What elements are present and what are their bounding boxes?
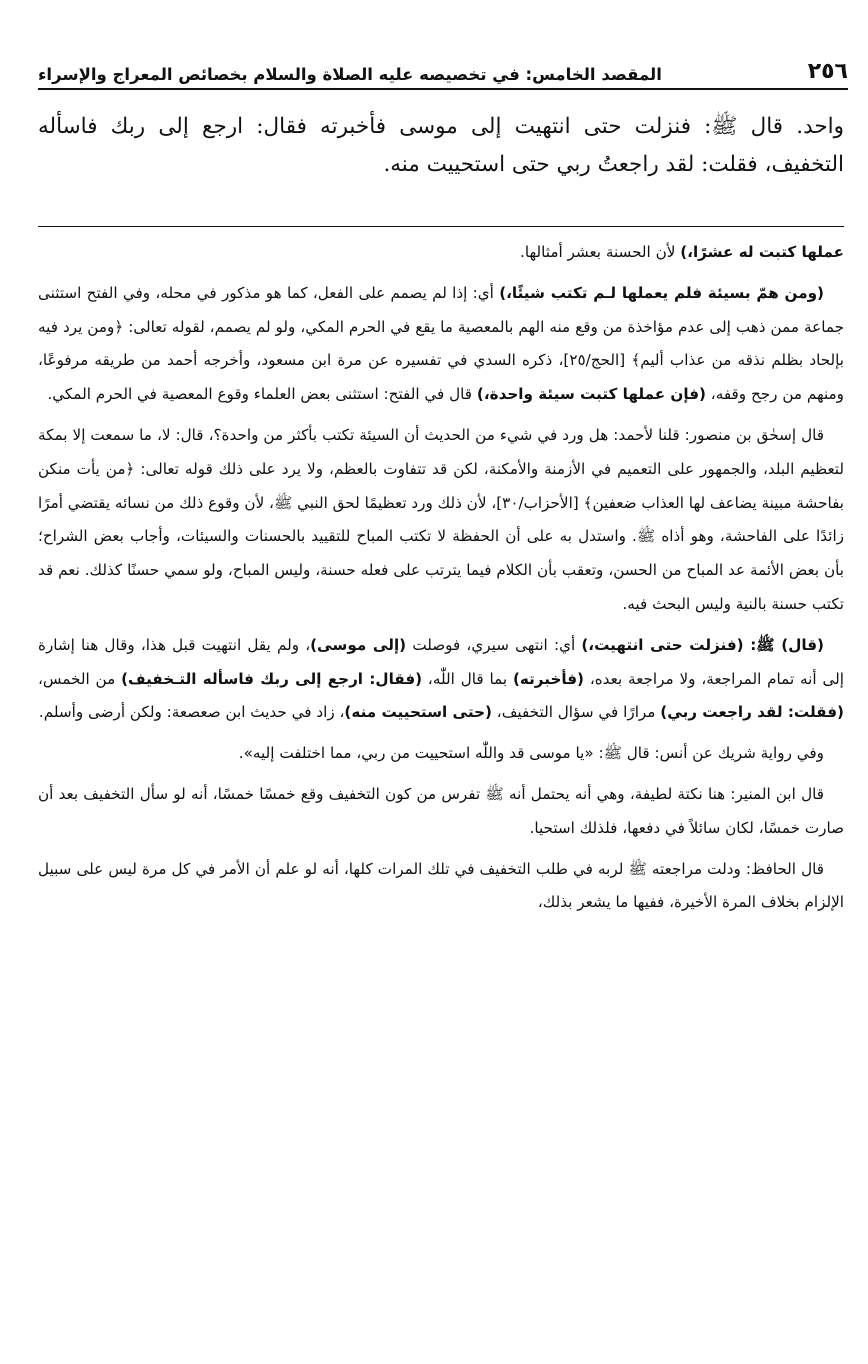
- commentary-paragraph-1: [38, 236, 844, 270]
- commentary-text: قال في الفتح: استثنى بعض العلماء وقوع المعصية في الحرم المكي.: [47, 385, 477, 404]
- quoted-phrase: (إلى موسى): [310, 635, 407, 654]
- commentary-paragraph-4: [38, 629, 844, 730]
- commentary-paragraph-5: [38, 737, 844, 771]
- quoted-phrase: (فأخبرته): [512, 669, 584, 688]
- quoted-phrase: عملها كتبت له عشرًا،): [680, 243, 844, 261]
- commentary-paragraph-7: [38, 853, 844, 921]
- chapter-title: المقصد الخامس: في تخصيصه عليه الصلاة والسلام بخصائص المعراج والإسراء: [38, 65, 662, 84]
- commentary-block: [38, 236, 844, 927]
- quoted-phrase: (قال) ﷺ: (فنزلت حتى انتهيت،): [581, 635, 824, 654]
- commentary-text: مرارًا في سؤال التخفيف،: [491, 703, 661, 722]
- quoted-phrase: (فإن عملها كتبت سيئة واحدة،): [476, 385, 706, 404]
- commentary-text: لأن الحسنة بعشر أمثالها.: [520, 243, 681, 261]
- commentary-text: قال إسحٰق بن منصور: قلنا لأحمد: هل ورد في شيء من الحديث أن السيئة تكتب بأكثر من واحدة؟، قال: لا، ما سمعت إلا بمكة لتعظيم البلد، والجمهور على التعميم في الأزمنة والأمكنة، لكن قد تتفاوت بالعظم، ولا يرد على ذلك قوله تعالى: ﴿من يأت منكن بفاحشة مبينة يضاعف لها العذاب ضعفين﴾ [الأحزاب/٣٠]، لأن ذلك ورد تعظيمًا لحق النبي ﷺ، لأن وقوع ذلك من نسائه يقتضي أمرًا زائدًا على الفاحشة، وهو أذاه ﷺ. واستدل به على أن الحفظة لا تكتب المباح للتقييد بالحسنات والسيئات، وأجاب بعض الشراح؛ بأن بعض الأئمة عد المباح من الحسن، وتعقب بأن الكلام فيما يترتب على فعله حسنة، وليس المباح، ولو سمي حسنًا كذلك. نعم قد تكتب حسنة بالنية وليس البحث فيه.: [38, 425, 845, 613]
- commentary-paragraph-3: [38, 419, 844, 622]
- commentary-text: من الخمس،: [38, 669, 122, 688]
- commentary-text: بما قال اللّٰه،: [422, 669, 513, 688]
- commentary-paragraph-2: [38, 277, 844, 412]
- running-header: [38, 50, 848, 90]
- commentary-text: أي: انتهى سيري، فوصلت: [406, 635, 582, 654]
- quoted-phrase: (حتى استحييت منه): [344, 703, 492, 722]
- commentary-paragraph-6: [38, 778, 844, 846]
- section-divider: [38, 226, 844, 227]
- commentary-text: ، ولم يقل انتهيت قبل هذا، وقال هنا إشارة إلى أنه تمام المراجعة، ولا مراجعة بعده،: [38, 635, 844, 688]
- page-number: ٢٥٦: [807, 59, 848, 84]
- quoted-phrase: (ومن همّ بسيئة فلم يعملها لـم تكتب شيئًا،): [499, 283, 824, 302]
- quoted-phrase: (فقلت: لقد راجعت ربي): [660, 703, 844, 722]
- commentary-text: أي: إذا لم يصمم على الفعل، كما هو مذكور في محله، وفي الفتح استثنى جماعة ممن ذهب إلى عدم مؤاخذة من وقع منه الهم بالمعصية ما يقع في الحرم المكي، ولو لم يصمم، لقوله تعالى: ﴿ومن يرد فيه بإلحاد بظلم نذقه من عذاب أليم﴾ [الحج/٢٥]، ذكره السدي في تفسيره عن مرة ابن مسعود، وأخرجه أحمد من طريقه مرفوعًا، ومنهم من رجح وقفه،: [38, 283, 844, 404]
- commentary-text: وفي رواية شريك عن أنس: قال ﷺ: «يا موسى قد واللّٰه استحييت من ربي، مما اختلفت إليه».: [238, 744, 824, 763]
- hadith-text-block: [38, 108, 844, 184]
- quoted-phrase: (فقال: ارجع إلى ربك فاسأله التـخفيف): [121, 669, 423, 688]
- commentary-text: ، زاد في حديث ابن صعصعة: ولكن أرضى وأسلم.: [38, 703, 345, 722]
- commentary-text: قال الحافظ: ودلت مراجعته ﷺ لربه في طلب التخفيف في تلك المرات كلها، أنه لو علم أن الأمر في كل مرة ليس على سبيل الإلزام بخلاف المرة الأخيرة، ففيها ما يشعر بذلك،: [38, 859, 844, 912]
- hadith-paragraph: واحد. قال ﷺ: فنزلت حتى انتهيت إلى موسى فأخبرته فقال: ارجع إلى ربك فاسأله التخفيف، فقلت: لقد راجعتُ ربي حتى استحييت منه.: [38, 114, 844, 177]
- commentary-text: قال ابن المنير: هنا نكتة لطيفة، وهي أنه يحتمل أنه ﷺ تفرس من كون التخفيف وقع خمسًا خمسًا، أنه لو سأل التخفيف بعد أن صارت خمسًا، لكان سائلاً في دفعها، فلذلك استحيا.: [38, 784, 844, 837]
